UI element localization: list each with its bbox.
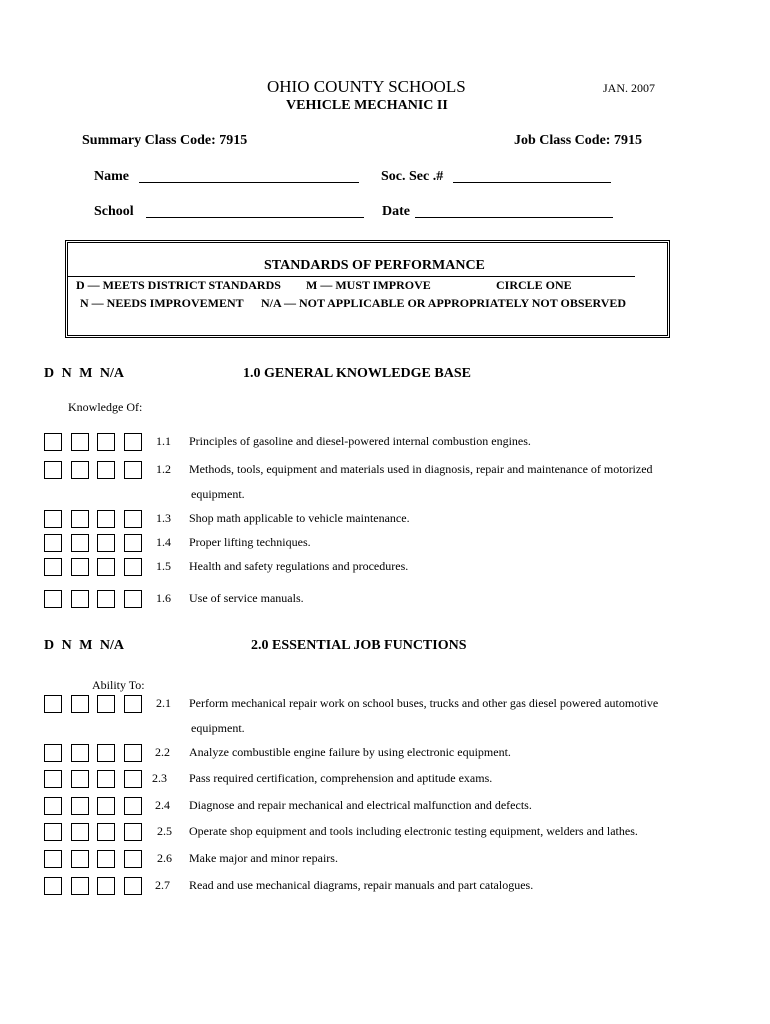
checkbox-n[interactable] bbox=[71, 558, 89, 576]
checkbox-n[interactable] bbox=[71, 590, 89, 608]
checkbox-m[interactable] bbox=[97, 877, 115, 895]
checkbox-na[interactable] bbox=[124, 558, 142, 576]
item-description: Proper lifting techniques. bbox=[189, 535, 311, 549]
item-description: Shop math applicable to vehicle maintenance. bbox=[189, 511, 410, 525]
item-description: Analyze combustible engine failure by using electronic equipment. bbox=[189, 745, 511, 759]
rating-checkboxes bbox=[44, 534, 144, 553]
rating-checkboxes bbox=[44, 877, 144, 896]
checkbox-m[interactable] bbox=[97, 823, 115, 841]
item-description: Read and use mechanical diagrams, repair manuals and part catalogues. bbox=[189, 878, 534, 892]
standard-na: N/A — NOT APPLICABLE OR APPROPRIATELY NOT OBSERVED bbox=[261, 296, 627, 310]
rating-checkboxes bbox=[44, 695, 144, 714]
item-number: 1.5 bbox=[156, 559, 171, 573]
checkbox-n[interactable] bbox=[71, 744, 89, 762]
checkbox-m[interactable] bbox=[97, 558, 115, 576]
checkbox-n[interactable] bbox=[71, 877, 89, 895]
checkbox-d[interactable] bbox=[44, 823, 62, 841]
item-number: 2.3 bbox=[152, 771, 167, 785]
checkbox-d[interactable] bbox=[44, 510, 62, 528]
checkbox-m[interactable] bbox=[97, 534, 115, 552]
checkbox-n[interactable] bbox=[71, 534, 89, 552]
standard-n: N — NEEDS IMPROVEMENT bbox=[80, 296, 244, 310]
item-description-continued: equipment. bbox=[191, 721, 245, 735]
checkbox-m[interactable] bbox=[97, 850, 115, 868]
section1-intro: Knowledge Of: bbox=[68, 400, 143, 414]
checkbox-d[interactable] bbox=[44, 433, 62, 451]
checkbox-d[interactable] bbox=[44, 558, 62, 576]
item-number: 2.6 bbox=[157, 851, 172, 865]
section2-title: 2.0 ESSENTIAL JOB FUNCTIONS bbox=[251, 638, 467, 653]
checkbox-d[interactable] bbox=[44, 877, 62, 895]
checkbox-n[interactable] bbox=[71, 433, 89, 451]
checkbox-m[interactable] bbox=[97, 510, 115, 528]
soc-sec-field[interactable] bbox=[453, 168, 611, 183]
date-field[interactable] bbox=[415, 203, 613, 218]
rating-checkboxes bbox=[44, 744, 144, 763]
rating-checkboxes bbox=[44, 770, 144, 789]
rating-checkboxes bbox=[44, 510, 144, 529]
checkbox-d[interactable] bbox=[44, 744, 62, 762]
checkbox-n[interactable] bbox=[71, 695, 89, 713]
item-description: Methods, tools, equipment and materials used in diagnosis, repair and maintenance of motorized bbox=[189, 462, 653, 476]
item-number: 1.1 bbox=[156, 434, 171, 448]
rating-checkboxes bbox=[44, 461, 144, 480]
date-label: Date bbox=[382, 204, 410, 219]
item-description: Make major and minor repairs. bbox=[189, 851, 338, 865]
checkbox-na[interactable] bbox=[124, 744, 142, 762]
item-number: 2.2 bbox=[155, 745, 170, 759]
checkbox-n[interactable] bbox=[71, 770, 89, 788]
checkbox-d[interactable] bbox=[44, 590, 62, 608]
item-description: Health and safety regulations and procedures. bbox=[189, 559, 409, 573]
item-number: 2.7 bbox=[155, 878, 170, 892]
checkbox-n[interactable] bbox=[71, 823, 89, 841]
checkbox-na[interactable] bbox=[124, 461, 142, 479]
standards-title: STANDARDS OF PERFORMANCE bbox=[264, 258, 485, 273]
checkbox-m[interactable] bbox=[97, 433, 115, 451]
item-number: 2.1 bbox=[156, 696, 171, 710]
standards-divider bbox=[68, 276, 635, 277]
section2-intro: Ability To: bbox=[92, 678, 145, 692]
checkbox-d[interactable] bbox=[44, 695, 62, 713]
checkbox-n[interactable] bbox=[71, 797, 89, 815]
rating-columns-header: D N M N/A bbox=[44, 366, 125, 381]
checkbox-m[interactable] bbox=[97, 744, 115, 762]
job-title: VEHICLE MECHANIC II bbox=[286, 98, 448, 113]
checkbox-na[interactable] bbox=[124, 590, 142, 608]
checkbox-n[interactable] bbox=[71, 461, 89, 479]
checkbox-na[interactable] bbox=[124, 797, 142, 815]
checkbox-m[interactable] bbox=[97, 461, 115, 479]
item-description-continued: equipment. bbox=[191, 487, 245, 501]
checkbox-n[interactable] bbox=[71, 510, 89, 528]
item-number: 2.5 bbox=[157, 824, 172, 838]
rating-checkboxes bbox=[44, 850, 144, 869]
checkbox-na[interactable] bbox=[124, 695, 142, 713]
school-field[interactable] bbox=[146, 203, 364, 218]
item-number: 1.4 bbox=[156, 535, 171, 549]
standard-d: D — MEETS DISTRICT STANDARDS bbox=[76, 278, 281, 292]
rating-checkboxes bbox=[44, 823, 144, 842]
item-description: Use of service manuals. bbox=[189, 591, 304, 605]
checkbox-na[interactable] bbox=[124, 877, 142, 895]
checkbox-na[interactable] bbox=[124, 823, 142, 841]
checkbox-m[interactable] bbox=[97, 695, 115, 713]
org-title: OHIO COUNTY SCHOOLS bbox=[267, 77, 466, 96]
section1-title: 1.0 GENERAL KNOWLEDGE BASE bbox=[243, 366, 471, 381]
checkbox-n[interactable] bbox=[71, 850, 89, 868]
checkbox-d[interactable] bbox=[44, 797, 62, 815]
circle-one-label: CIRCLE ONE bbox=[496, 278, 572, 292]
rating-columns-header: D N M N/A bbox=[44, 638, 125, 653]
checkbox-na[interactable] bbox=[124, 534, 142, 552]
checkbox-na[interactable] bbox=[124, 770, 142, 788]
checkbox-d[interactable] bbox=[44, 850, 62, 868]
checkbox-m[interactable] bbox=[97, 590, 115, 608]
item-description: Pass required certification, comprehension and aptitude exams. bbox=[189, 771, 493, 785]
item-description: Operate shop equipment and tools including electronic testing equipment, welders and lathes. bbox=[189, 824, 638, 838]
checkbox-d[interactable] bbox=[44, 770, 62, 788]
checkbox-d[interactable] bbox=[44, 534, 62, 552]
standard-m: M — MUST IMPROVE bbox=[306, 278, 431, 292]
rating-checkboxes bbox=[44, 433, 144, 452]
checkbox-d[interactable] bbox=[44, 461, 62, 479]
item-description: Diagnose and repair mechanical and electrical malfunction and defects. bbox=[189, 798, 532, 812]
document-date: JAN. 2007 bbox=[603, 81, 656, 95]
item-number: 1.3 bbox=[156, 511, 171, 525]
name-label: Name bbox=[94, 169, 129, 184]
name-field[interactable] bbox=[139, 168, 359, 183]
rating-checkboxes bbox=[44, 797, 144, 816]
item-description: Perform mechanical repair work on school buses, trucks and other gas diesel powered automotive bbox=[189, 696, 659, 710]
checkbox-na[interactable] bbox=[124, 850, 142, 868]
summary-class-code: Summary Class Code: 7915 bbox=[82, 133, 248, 148]
job-class-code: Job Class Code: 7915 bbox=[514, 133, 642, 148]
school-label: School bbox=[94, 204, 134, 219]
item-number: 1.6 bbox=[156, 591, 171, 605]
checkbox-m[interactable] bbox=[97, 770, 115, 788]
rating-checkboxes bbox=[44, 590, 144, 609]
soc-sec-label: Soc. Sec .# bbox=[381, 169, 444, 184]
checkbox-na[interactable] bbox=[124, 433, 142, 451]
item-number: 2.4 bbox=[155, 798, 170, 812]
item-description: Principles of gasoline and diesel-powered internal combustion engines. bbox=[189, 434, 531, 448]
checkbox-m[interactable] bbox=[97, 797, 115, 815]
item-number: 1.2 bbox=[156, 462, 171, 476]
checkbox-na[interactable] bbox=[124, 510, 142, 528]
rating-checkboxes bbox=[44, 558, 144, 577]
